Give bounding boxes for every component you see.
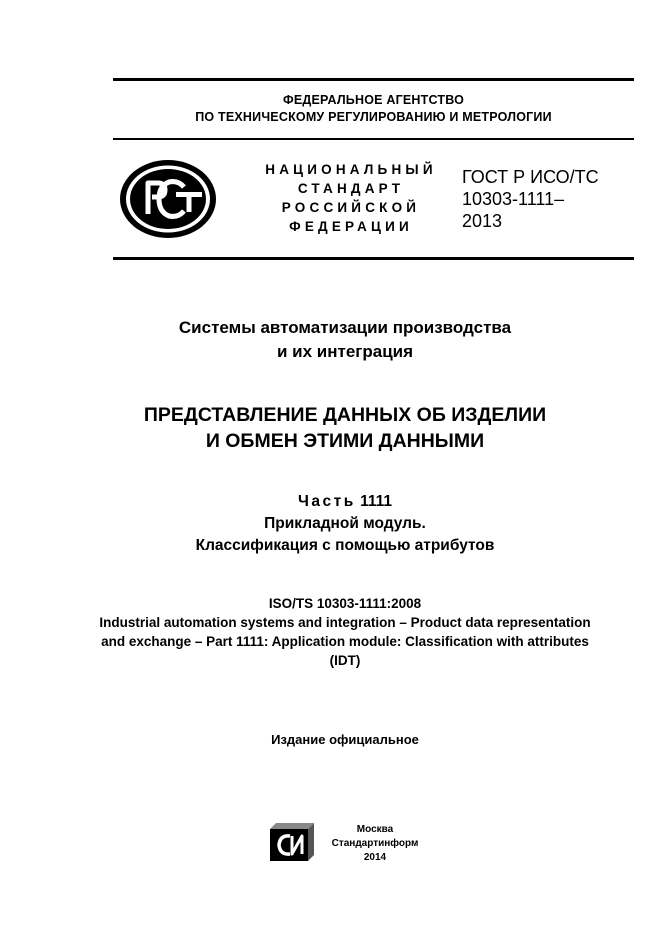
standard-type-line-2: СТАНДАРТ	[297, 181, 405, 196]
series-title-line-1: Системы автоматизации производства	[178, 318, 512, 337]
international-reference	[30, 594, 660, 670]
publisher-city: Москва	[356, 824, 394, 835]
part-label: Часть	[298, 493, 356, 510]
series-title-line-2: и их интеграция	[276, 342, 414, 361]
designation-line-2: 10303-1111–	[462, 189, 565, 209]
agency-line-1: ФЕДЕРАЛЬНОЕ АГЕНТСТВО	[282, 93, 465, 107]
main-title-line-2: И ОБМЕН ЭТИМИ ДАННЫМИ	[205, 430, 485, 452]
agency-line-2: ПО ТЕХНИЧЕСКОМУ РЕГУЛИРОВАНИЮ И МЕТРОЛОГИИ	[195, 110, 552, 124]
designation-line-3: 2013	[462, 211, 503, 231]
rst-certification-mark-icon	[118, 158, 218, 240]
agency-name	[113, 92, 634, 126]
standard-type-line-4: ФЕДЕРАЦИИ	[289, 219, 413, 234]
part-number: 1111	[360, 493, 392, 510]
publisher-info	[322, 823, 428, 865]
edition-label: Издание официальное	[271, 732, 419, 747]
series-title	[60, 316, 630, 364]
main-title-line-1: ПРЕДСТАВЛЕНИЕ ДАННЫХ ОБ ИЗДЕЛИИ	[143, 404, 547, 426]
designation-line-1: ГОСТ Р ИСО/ТС	[462, 167, 599, 187]
standard-designation	[462, 166, 599, 232]
iso-reference: ISO/TS 10303-1111:2008	[268, 596, 422, 611]
standard-type-label	[252, 160, 450, 236]
part-heading	[60, 491, 630, 513]
header-bottom-rule	[113, 257, 634, 260]
standartinform-logo-icon	[270, 823, 314, 863]
iso-equivalence: (IDT)	[329, 653, 361, 668]
standard-type-line-1: НАЦИОНАЛЬНЫЙ	[265, 162, 437, 177]
iso-title-line-2: and exchange – Part 1111: Application module: Classification with attributes	[101, 634, 589, 649]
main-title	[60, 402, 630, 454]
iso-title-line-1: Industrial automation systems and integration – Product data representation	[99, 615, 591, 630]
subtitle-line-2: Классификация с помощью атрибутов	[195, 537, 495, 554]
standard-type-line-3: РОССИЙСКОЙ	[281, 200, 421, 215]
publisher-name: Стандартинформ	[331, 838, 419, 849]
subtitle-line-1: Прикладной модуль.	[264, 515, 426, 532]
part-title	[60, 491, 630, 557]
header-divider-rule	[113, 138, 634, 140]
top-rule	[113, 78, 634, 81]
publisher-year: 2014	[363, 852, 387, 863]
